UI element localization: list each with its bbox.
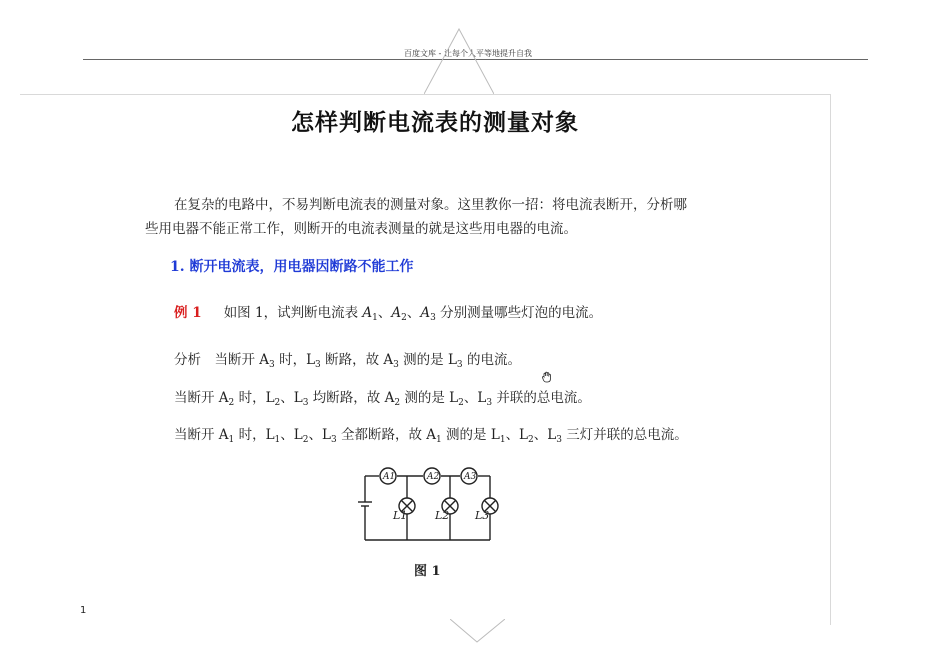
lamp-label-l3: L3: [475, 509, 490, 522]
ammeter-label-a2: A2: [427, 472, 440, 482]
analysis-line-3: 当断开 $A_1$ 时，$L_1$、$L_2$、$L_3$ 全都断路，故 $A_1$ 测的是 $L_1$、$L_2$、$L_3$ 三灯并联的总电流。: [174, 427, 688, 445]
section-heading-1: 1. 断开电流表，用电器因断路不能工作: [170, 259, 414, 275]
header-text: 百度文库 - 让每个人平等地提升自我: [404, 49, 532, 58]
ammeter-label-a3: A3: [464, 472, 477, 482]
ammeter-label-a1: A1: [383, 472, 396, 482]
example-1: 例 1 如图 1，试判断电流表 $A_1$、$A_2$、$A_3$ 分别测量哪些灯泡的电流。: [174, 305, 603, 323]
example-text-after: 分别测量哪些灯泡的电流。: [435, 305, 603, 321]
analysis-line-1: 分析 当断开 $A_3$ 时，$L_3$ 断路，故 $A_3$ 测的是 $L_3$ 的电流。: [174, 352, 521, 370]
intro-paragraph-line-1: 在复杂的电路中，不易判断电流表的测量对象。这里教你一招：将电流表断开，分析哪: [174, 197, 687, 213]
circuit-diagram: [357, 462, 503, 546]
document-title: 怎样判断电流表的测量对象: [291, 109, 579, 136]
lamp-label-l2: L2: [435, 509, 450, 522]
figure-caption: 图 1: [414, 564, 441, 579]
example-label: 例 1: [174, 305, 202, 321]
page-number: 1: [80, 605, 87, 616]
hand-cursor-icon: [541, 371, 553, 383]
intro-paragraph-line-2: 些用电器不能正常工作，则断开的电流表测量的就是这些用电器的电流。: [145, 221, 577, 237]
analysis-line-2: 当断开 $A_2$ 时，$L_2$、$L_3$ 均断路，故 $A_2$ 测的是 $L_2$、$L_3$ 并联的总电流。: [174, 390, 591, 408]
example-text-before: 如图 1，试判断电流表: [223, 305, 363, 321]
lamp-label-l1: L1: [393, 509, 408, 522]
page-fold-marker-bottom: [450, 619, 505, 643]
page-fold-marker-top: [424, 28, 494, 94]
